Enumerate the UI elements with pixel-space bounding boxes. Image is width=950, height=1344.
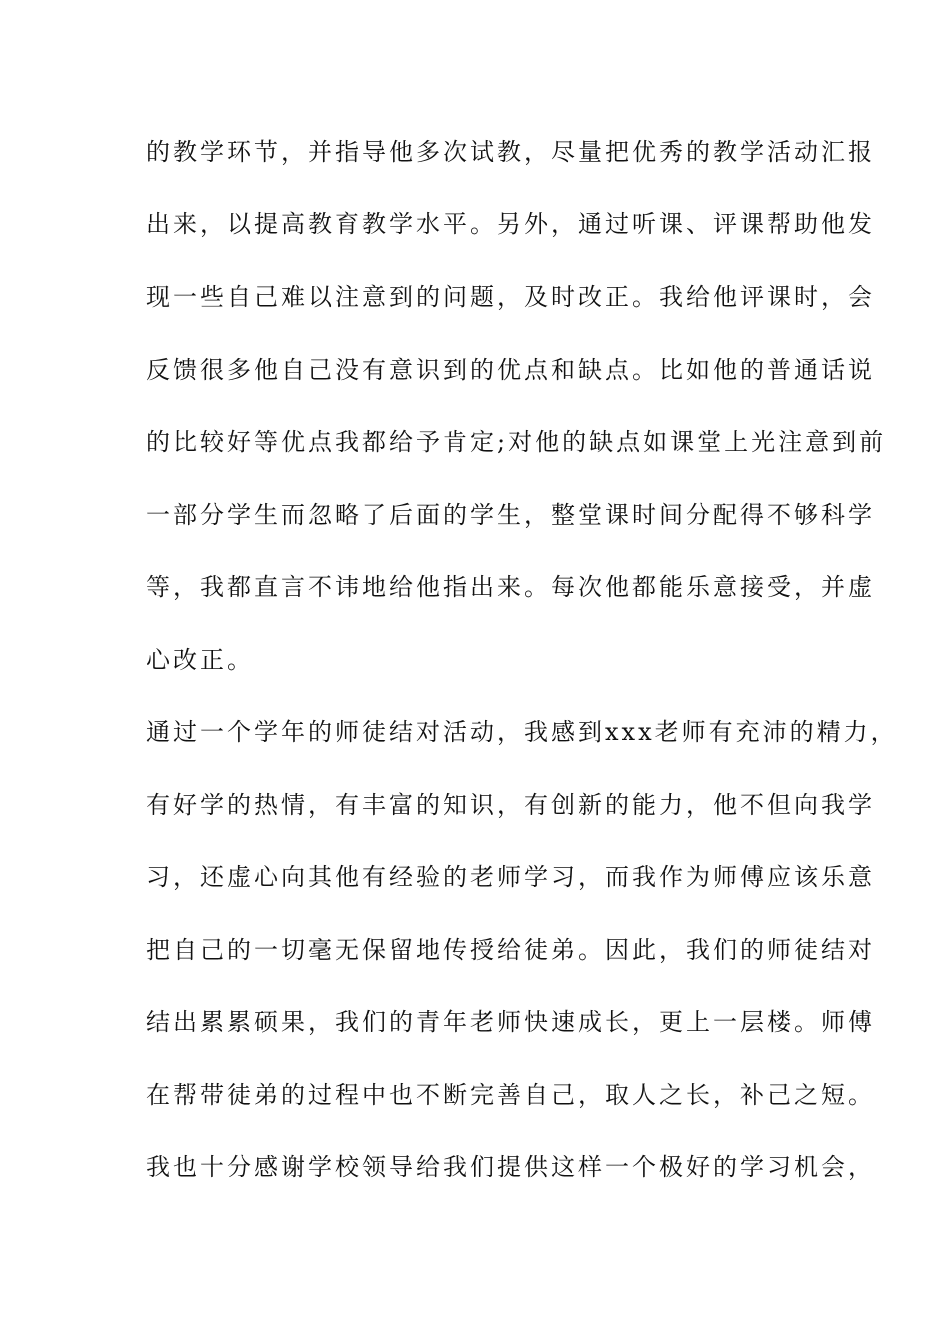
text-line: 结出累累硕果，我们的青年老师快速成长，更上一层楼。师傅: [146, 1008, 875, 1036]
text-line: 出来，以提高教育教学水平。另外，通过听课、评课帮助他发: [146, 210, 875, 238]
text-line: 现一些自己难以注意到的问题，及时改正。我给他评课时，会: [146, 283, 875, 311]
text-line: 的比较好等优点我都给予肯定;对他的缺点如课堂上光注意到前: [146, 428, 887, 456]
text-line: 通过一个学年的师徒结对活动，我感到xxx老师有充沛的精力，: [146, 718, 898, 746]
text-line: 有好学的热情，有丰富的知识，有创新的能力，他不但向我学: [146, 791, 875, 819]
text-line: 一部分学生而忽略了后面的学生，整堂课时间分配得不够科学: [146, 501, 875, 529]
text-line: 心改正。: [146, 646, 254, 674]
text-line: 我也十分感谢学校领导给我们提供这样一个极好的学习机会，: [146, 1153, 875, 1181]
text-line: 等，我都直言不讳地给他指出来。每次他都能乐意接受，并虚: [146, 573, 875, 601]
text-line: 在帮带徒弟的过程中也不断完善自己，取人之长，补己之短。: [146, 1081, 875, 1109]
text-line: 反馈很多他自己没有意识到的优点和缺点。比如他的普通话说: [146, 356, 875, 384]
text-line: 习，还虚心向其他有经验的老师学习，而我作为师傅应该乐意: [146, 863, 875, 891]
text-line: 的教学环节，并指导他多次试教，尽量把优秀的教学活动汇报: [146, 138, 875, 166]
text-line: 把自己的一切毫无保留地传授给徒弟。因此，我们的师徒结对: [146, 936, 875, 964]
